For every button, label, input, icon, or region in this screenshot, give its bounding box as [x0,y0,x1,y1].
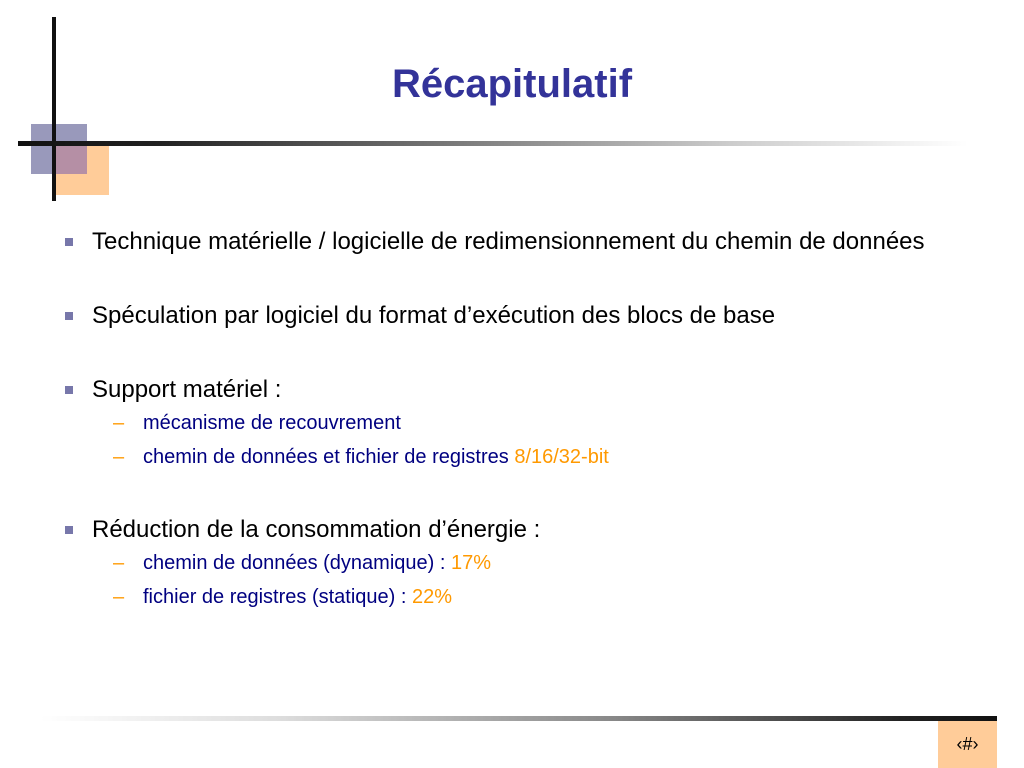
sub-item-highlight: 22% [412,586,453,608]
bullet-list [60,226,980,614]
sub-item [60,440,980,474]
dash-marker: – [113,552,125,574]
sub-item-text: fichier de registres (statique) : [143,586,412,608]
sub-item-highlight: 8/16/32-bit [514,446,609,468]
square-bullet-icon [65,386,73,394]
sub-item-text: mécanisme de recouvrement [143,412,401,434]
dash-marker: – [113,412,125,434]
slide-title: Récapitulatif [391,62,633,106]
title-underline [18,141,968,146]
decor-vertical-line [52,17,56,201]
bullet-text: Réduction de la consommation d’énergie : [92,516,541,543]
bullet-item [60,300,980,332]
square-bullet-icon [65,526,73,534]
bullet-text: Support matériel : [92,376,282,403]
square-bullet-icon [65,312,73,320]
square-bullet-icon [65,238,73,246]
bullet-item [60,374,980,406]
sub-item [60,406,980,440]
footer-line [40,716,997,721]
sub-item [60,580,980,614]
bullet-text: Technique matérielle / logicielle de redimensionnement du chemin de données [92,228,925,255]
sub-item [60,546,980,580]
dash-marker: – [113,446,125,468]
decor-overlap-square [56,145,87,174]
sub-item-highlight: 17% [450,552,491,574]
sub-item-text: chemin de données et fichier de registres [143,446,515,468]
dash-marker: – [113,586,125,608]
bullet-item [60,226,980,258]
bullet-item [60,514,980,546]
page-number: ‹#› [938,721,997,768]
sub-item-text: chemin de données (dynamique) : [143,552,451,574]
bullet-text: Spéculation par logiciel du format d’exécution des blocs de base [92,302,776,329]
